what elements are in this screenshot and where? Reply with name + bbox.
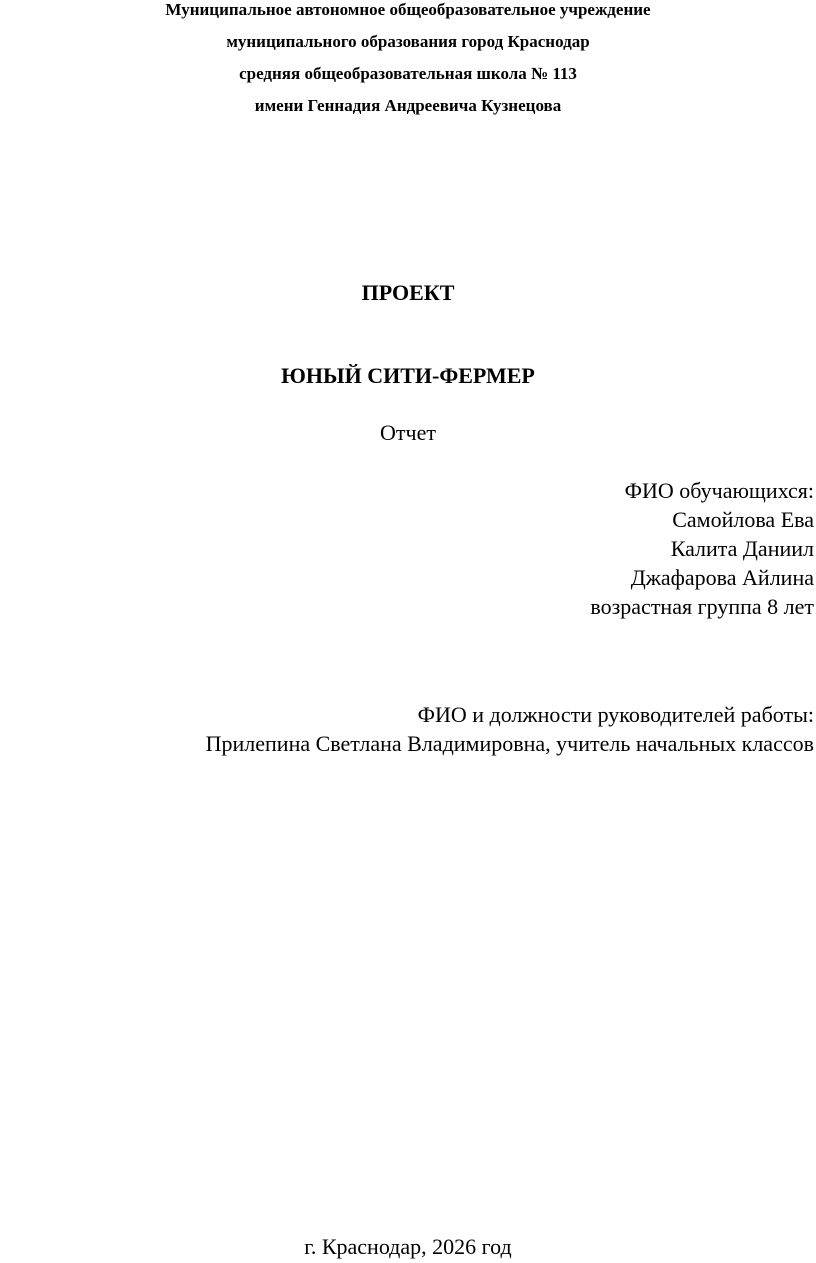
institution-line-3: средняя общеобразовательная школа № 113 [239,64,577,83]
leader-entry: Прилепина Светлана Владимировна, учитель начальных классов [205,731,814,756]
age-group: возрастная группа 8 лет [590,594,814,619]
institution-line-4: имени Геннадия Андреевича Кузнецова [254,96,562,115]
student-name: Калита Даниил [670,536,814,561]
city-year-footer: г. Краснодар, 2026 год [304,1234,512,1259]
project-name: ЮНЫЙ СИТИ-ФЕРМЕР [281,363,535,388]
document-title: ПРОЕКТ [361,280,455,305]
institution-line-1: Муниципальное автономное общеобразовательное учреждение [165,0,651,19]
leaders-label: ФИО и должности руководителей работы: [417,702,814,727]
students-block [590,476,814,621]
institution-line-2: муниципального образования город Краснодар [226,32,590,51]
student-name: Джафарова Айлина [630,565,814,590]
students-label: ФИО обучающихся: [624,478,814,503]
report-type: Отчет [380,420,436,445]
leaders-block [206,700,814,758]
student-name: Самойлова Ева [672,507,814,532]
